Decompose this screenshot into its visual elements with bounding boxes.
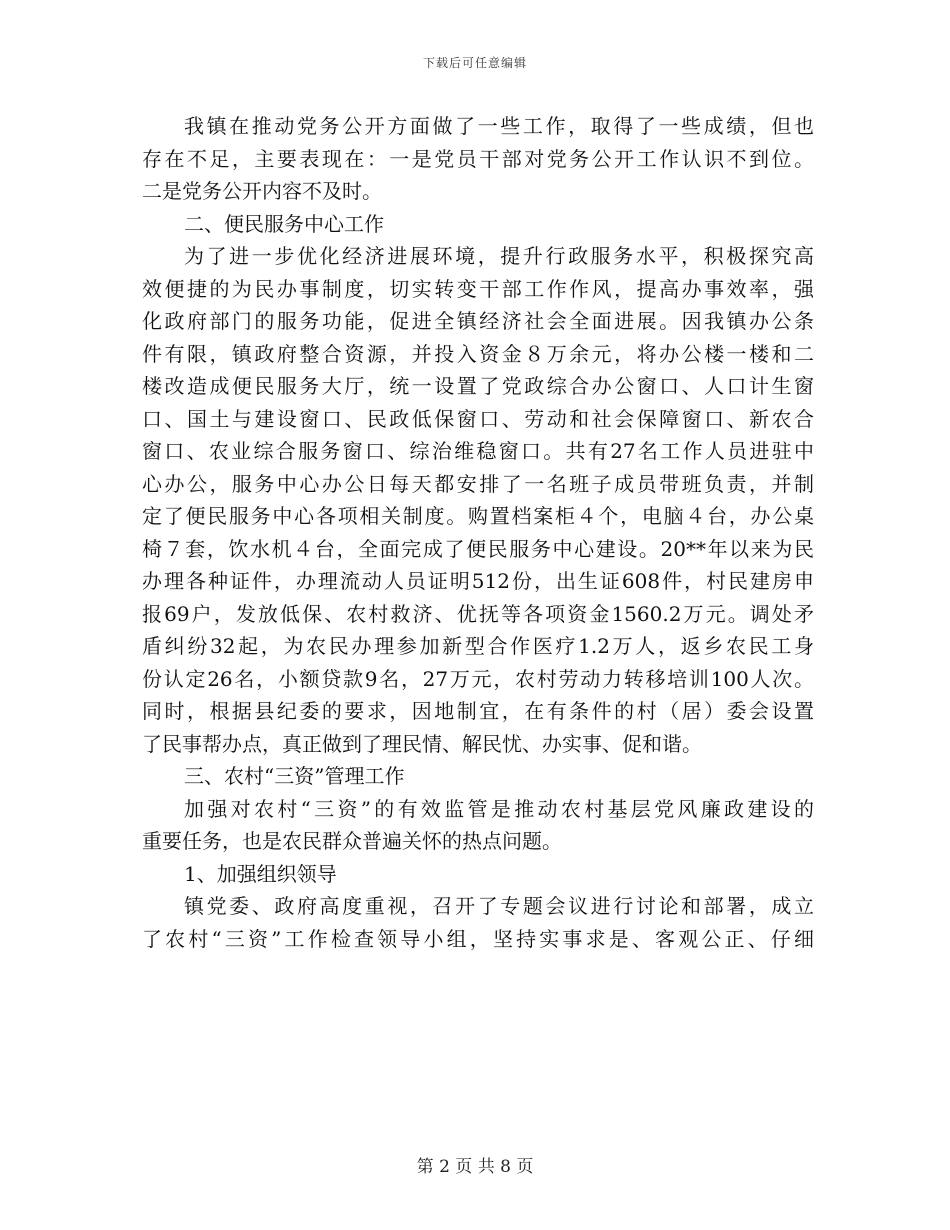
- text-line: 镇党委、政府高度重视，召开了专题会议进行讨论和部署，成立: [184, 894, 814, 918]
- text-line: 口、国土与建设窗口、民政低保窗口、劳动和社会保障窗口、新农合: [142, 406, 814, 431]
- text-line: 楼改造成便民服务大厅，统一设置了党政综合办公窗口、人口计生窗: [142, 374, 814, 398]
- page-footer: 第 2 页 共 8 页: [416, 1157, 534, 1177]
- text-line: 同时，根据县纪委的要求，因地制宜，在有条件的村（居）委会设置: [142, 699, 814, 723]
- text-line: 件有限，镇政府整合资源，并投入资金８万余元，将办公楼一楼和二: [142, 341, 814, 366]
- page-header: 下载后可任意编辑: [422, 56, 527, 70]
- text-line: 二是党务公开内容不及时。: [142, 179, 382, 203]
- text-line: 我镇在推动党务公开方面做了一些工作，取得了一些成绩，但也: [184, 114, 814, 138]
- text-line: 办理各种证件，办理流动人员证明512份，出生证608件，村民建房申: [142, 569, 814, 593]
- text-line: 窗口、农业综合服务窗口、综治维稳窗口。共有27名工作人员进驻中: [142, 439, 814, 463]
- text-line: 加强对农村“三资”的有效监管是推动农村基层党风廉政建设的: [184, 796, 814, 821]
- body-text: [142, 110, 814, 955]
- text-line: 三、农村“三资”管理工作: [184, 764, 405, 788]
- text-line: 报69户，发放低保、农村救济、优抚等各项资金1560.2万元。调处矛: [142, 601, 814, 626]
- text-line: 定了便民服务中心各项相关制度。购置档案柜４个，电脑４台，办公桌: [142, 504, 814, 528]
- text-line: 二、便民服务中心工作: [184, 211, 384, 236]
- text-line: 为了进一步优化经济进展环境，提升行政服务水平，积极探究高: [184, 244, 814, 268]
- text-line: 重要任务，也是农民群众普遍关怀的热点问题。: [142, 829, 562, 853]
- text-line: 1、加强组织领导: [184, 861, 337, 886]
- text-line: 了农村“三资”工作检查领导小组，坚持实事求是、客观公正、仔细: [142, 926, 814, 951]
- text-line: 化政府部门的服务功能，促进全镇经济社会全面进展。因我镇办公条: [142, 309, 814, 333]
- text-line: 心办公，服务中心办公日每天都安排了一名班子成员带班负责，并制: [142, 471, 814, 496]
- text-line: 份认定26名，小额贷款9名，27万元，农村劳动力转移培训100人次。: [142, 666, 814, 691]
- text-line: 效便捷的为民办事制度，切实转变干部工作作风，提高办事效率，强: [142, 276, 814, 301]
- text-line: 存在不足，主要表现在：一是党员干部对党务公开工作认识不到位。: [142, 146, 814, 171]
- text-line: 盾纠纷32起，为农民办理参加新型合作医疗1.2万人，返乡农民工身: [142, 634, 814, 658]
- text-line: 了民事帮办点，真正做到了理民情、解民忧、办实事、促和谐。: [142, 731, 702, 756]
- text-line: 椅７套，饮水机４台，全面完成了便民服务中心建设。20**年以来为民: [142, 536, 814, 561]
